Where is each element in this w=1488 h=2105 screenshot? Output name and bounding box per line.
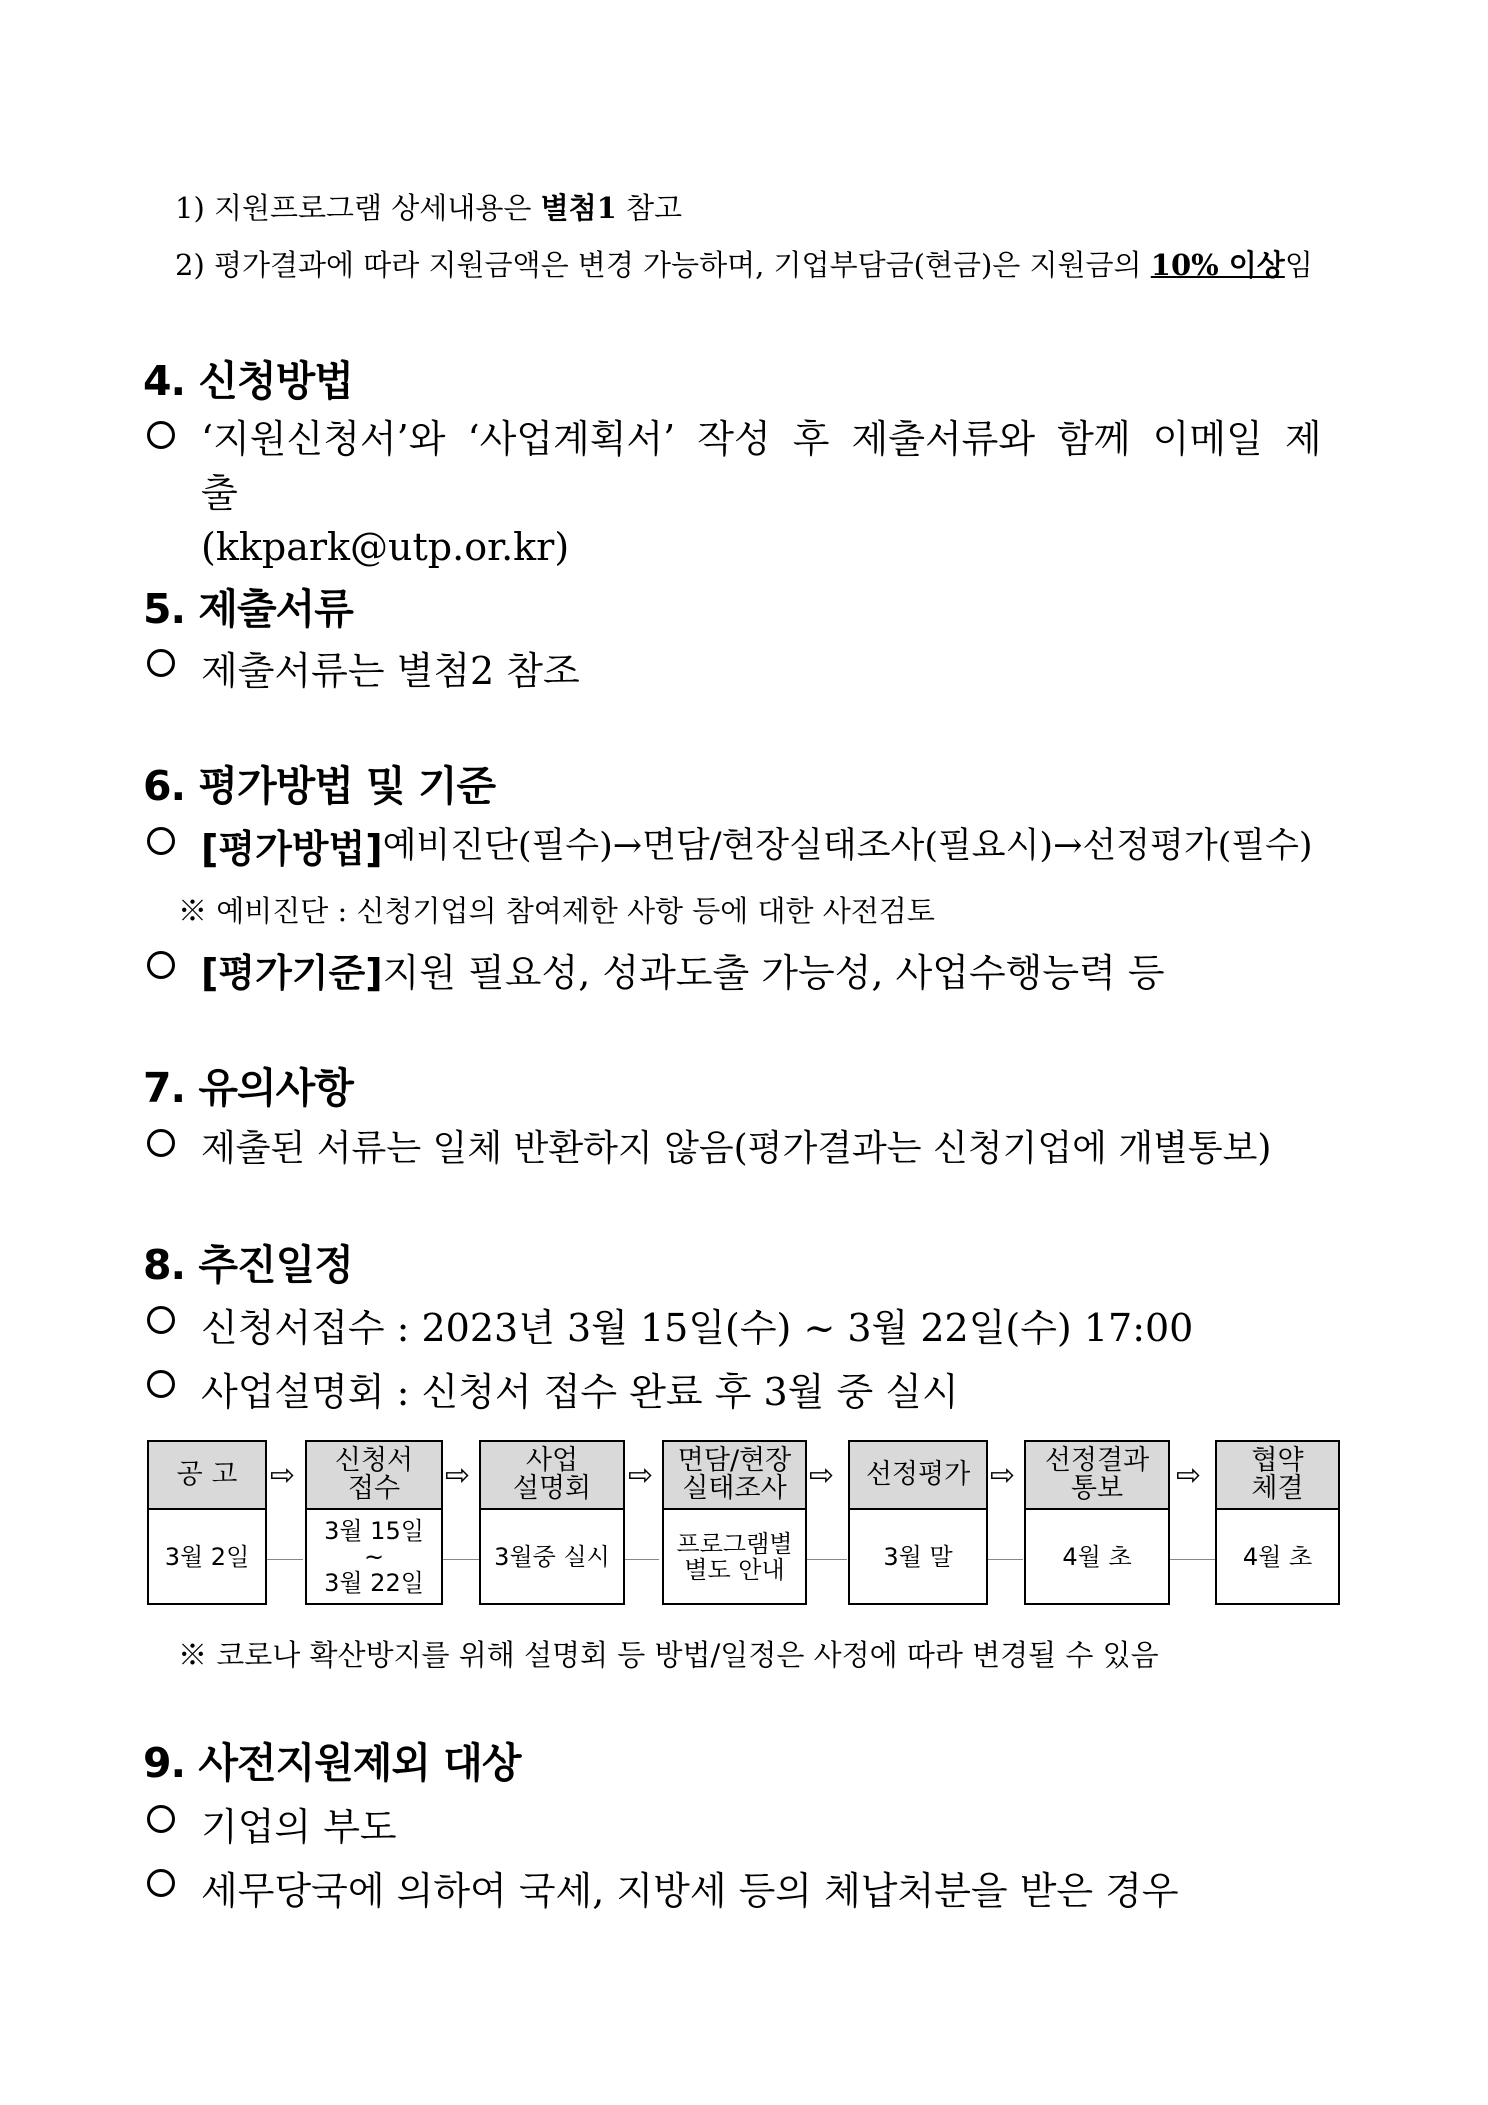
- s9-line-1: 기업의 부도: [201, 1805, 397, 1849]
- schedule-flow: [147, 1440, 1352, 1605]
- footnote-number: 1): [175, 191, 205, 225]
- connector-line: [801, 1559, 847, 1560]
- circle-bullet-icon: [147, 649, 175, 677]
- flow-step: [848, 1440, 988, 1605]
- step-date: 3월 말: [883, 1542, 953, 1571]
- s6-criteria-bullet: [147, 942, 1165, 997]
- section-5-heading: 5. 제출서류: [143, 585, 353, 633]
- flow-step: [1024, 1440, 1170, 1605]
- step-title: 공 고: [149, 1442, 265, 1510]
- step-title: 협약 체결: [1217, 1442, 1338, 1510]
- connector-line: [623, 1559, 659, 1560]
- s4-bullet-1: [147, 412, 1357, 574]
- step-date: 프로그램별 별도 안내: [676, 1529, 793, 1584]
- step-date: 3월 15일 ~ 3월 22일: [324, 1516, 424, 1597]
- criteria-label: [평가기준]: [201, 951, 383, 995]
- circle-bullet-icon: [147, 951, 175, 979]
- connector-line: [985, 1559, 1023, 1560]
- flow-step: [305, 1440, 443, 1605]
- right-arrow-icon: ⇨: [809, 1458, 835, 1493]
- method-text: 예비진단(필수)→면담/현장실태조사(필요시)→선정평가(필수): [382, 826, 1313, 866]
- step-title: 사업 설명회: [481, 1442, 623, 1510]
- right-arrow-icon: ⇨: [628, 1458, 654, 1493]
- step-date: 3월중 실시: [494, 1542, 610, 1571]
- flow-step: [662, 1440, 807, 1605]
- s6-method-bullet: [147, 818, 1313, 873]
- s9-line-2: 세무당국에 의하여 국세, 지방세 등의 체납처분을 받은 경우: [201, 1869, 1179, 1913]
- circle-bullet-icon: [147, 827, 175, 855]
- right-arrow-icon: ⇨: [270, 1458, 296, 1493]
- email-address: (kkpark@utp.or.kr): [201, 525, 570, 569]
- right-arrow-icon: ⇨: [1176, 1458, 1202, 1493]
- s8-line-2: 사업설명회 : 신청서 접수 완료 후 3월 중 실시: [201, 1370, 959, 1414]
- step-date: 4월 초: [1242, 1542, 1313, 1571]
- s7-bullet-1: [147, 1120, 1271, 1171]
- section-7-heading: 7. 유의사항: [143, 1064, 353, 1112]
- connector-line: [1165, 1559, 1215, 1560]
- step-title: 면담/현장 실태조사: [664, 1442, 805, 1510]
- flow-step: [479, 1440, 625, 1605]
- s5-bullet-1: [147, 640, 580, 695]
- circle-bullet-icon: [147, 1129, 175, 1157]
- step-title: 신청서 접수: [307, 1442, 441, 1510]
- step-title: 선정평가: [850, 1442, 986, 1510]
- s8-line-1: 신청서접수 : 2023년 3월 15일(수) ~ 3월 22일(수) 17:00: [201, 1306, 1194, 1350]
- footnote-1: [175, 186, 682, 227]
- footnote-number: 2): [175, 248, 205, 282]
- flow-step: [1215, 1440, 1340, 1605]
- criteria-text: 지원 필요성, 성과도출 가능성, 사업수행능력 등: [382, 951, 1165, 995]
- s8-note: ※ 코로나 확산방지를 위해 설명회 등 방법/일정은 사정에 따라 변경될 수 있음: [178, 1638, 1159, 1672]
- circle-bullet-icon: [147, 1805, 175, 1833]
- circle-bullet-icon: [147, 1306, 175, 1334]
- step-date: 4월 초: [1062, 1542, 1132, 1571]
- footnote-text: 지원프로그램 상세내용은: [213, 191, 541, 225]
- section-6-heading: 6. 평가방법 및 기준: [143, 762, 496, 810]
- circle-bullet-icon: [147, 1370, 175, 1398]
- footnote-text-end: 임: [1284, 248, 1313, 282]
- s7-line-1: 제출된 서류는 일체 반환하지 않음(평가결과는 신청기업에 개별통보): [201, 1128, 1272, 1169]
- s9-bullet-2: [147, 1860, 1179, 1915]
- s4-line-1: ‘지원신청서’와 ‘사업계획서’ 작성 후 제출서류와 함께 이메일 제출: [201, 417, 1322, 515]
- step-date: 3월 2일: [164, 1542, 250, 1571]
- footnote-text-end: 참고: [616, 191, 683, 225]
- section-8-heading: 8. 추진일정: [143, 1241, 353, 1289]
- method-label: [평가방법]: [201, 827, 383, 871]
- section-4-heading: 4. 신청방법: [143, 357, 353, 405]
- flow-step: [147, 1440, 267, 1605]
- connector-line: [265, 1559, 303, 1560]
- footnote-2: [175, 243, 1313, 284]
- right-arrow-icon: ⇨: [445, 1458, 471, 1493]
- section-9-heading: 9. 사전지원제외 대상: [143, 1739, 521, 1787]
- step-title: 선정결과 통보: [1026, 1442, 1168, 1510]
- footnote-text: 평가결과에 따라 지원금액은 변경 가능하며, 기업부담금(현금)은 지원금의: [213, 248, 1151, 282]
- s8-bullet-1: [147, 1297, 1193, 1352]
- right-arrow-icon: ⇨: [990, 1458, 1016, 1493]
- s9-bullet-1: [147, 1796, 397, 1851]
- s8-bullet-2: [147, 1361, 959, 1416]
- circle-bullet-icon: [147, 421, 175, 449]
- connector-line: [437, 1559, 479, 1560]
- footnote-bold-ref: 별첨1: [540, 191, 617, 225]
- footnote-emphasis: 10% 이상: [1150, 248, 1285, 282]
- s6-note: ※ 예비진단 : 신청기업의 참여제한 사항 등에 대한 사전검토: [178, 894, 935, 928]
- s5-line-1: 제출서류는 별첨2 참조: [201, 649, 580, 693]
- circle-bullet-icon: [147, 1869, 175, 1897]
